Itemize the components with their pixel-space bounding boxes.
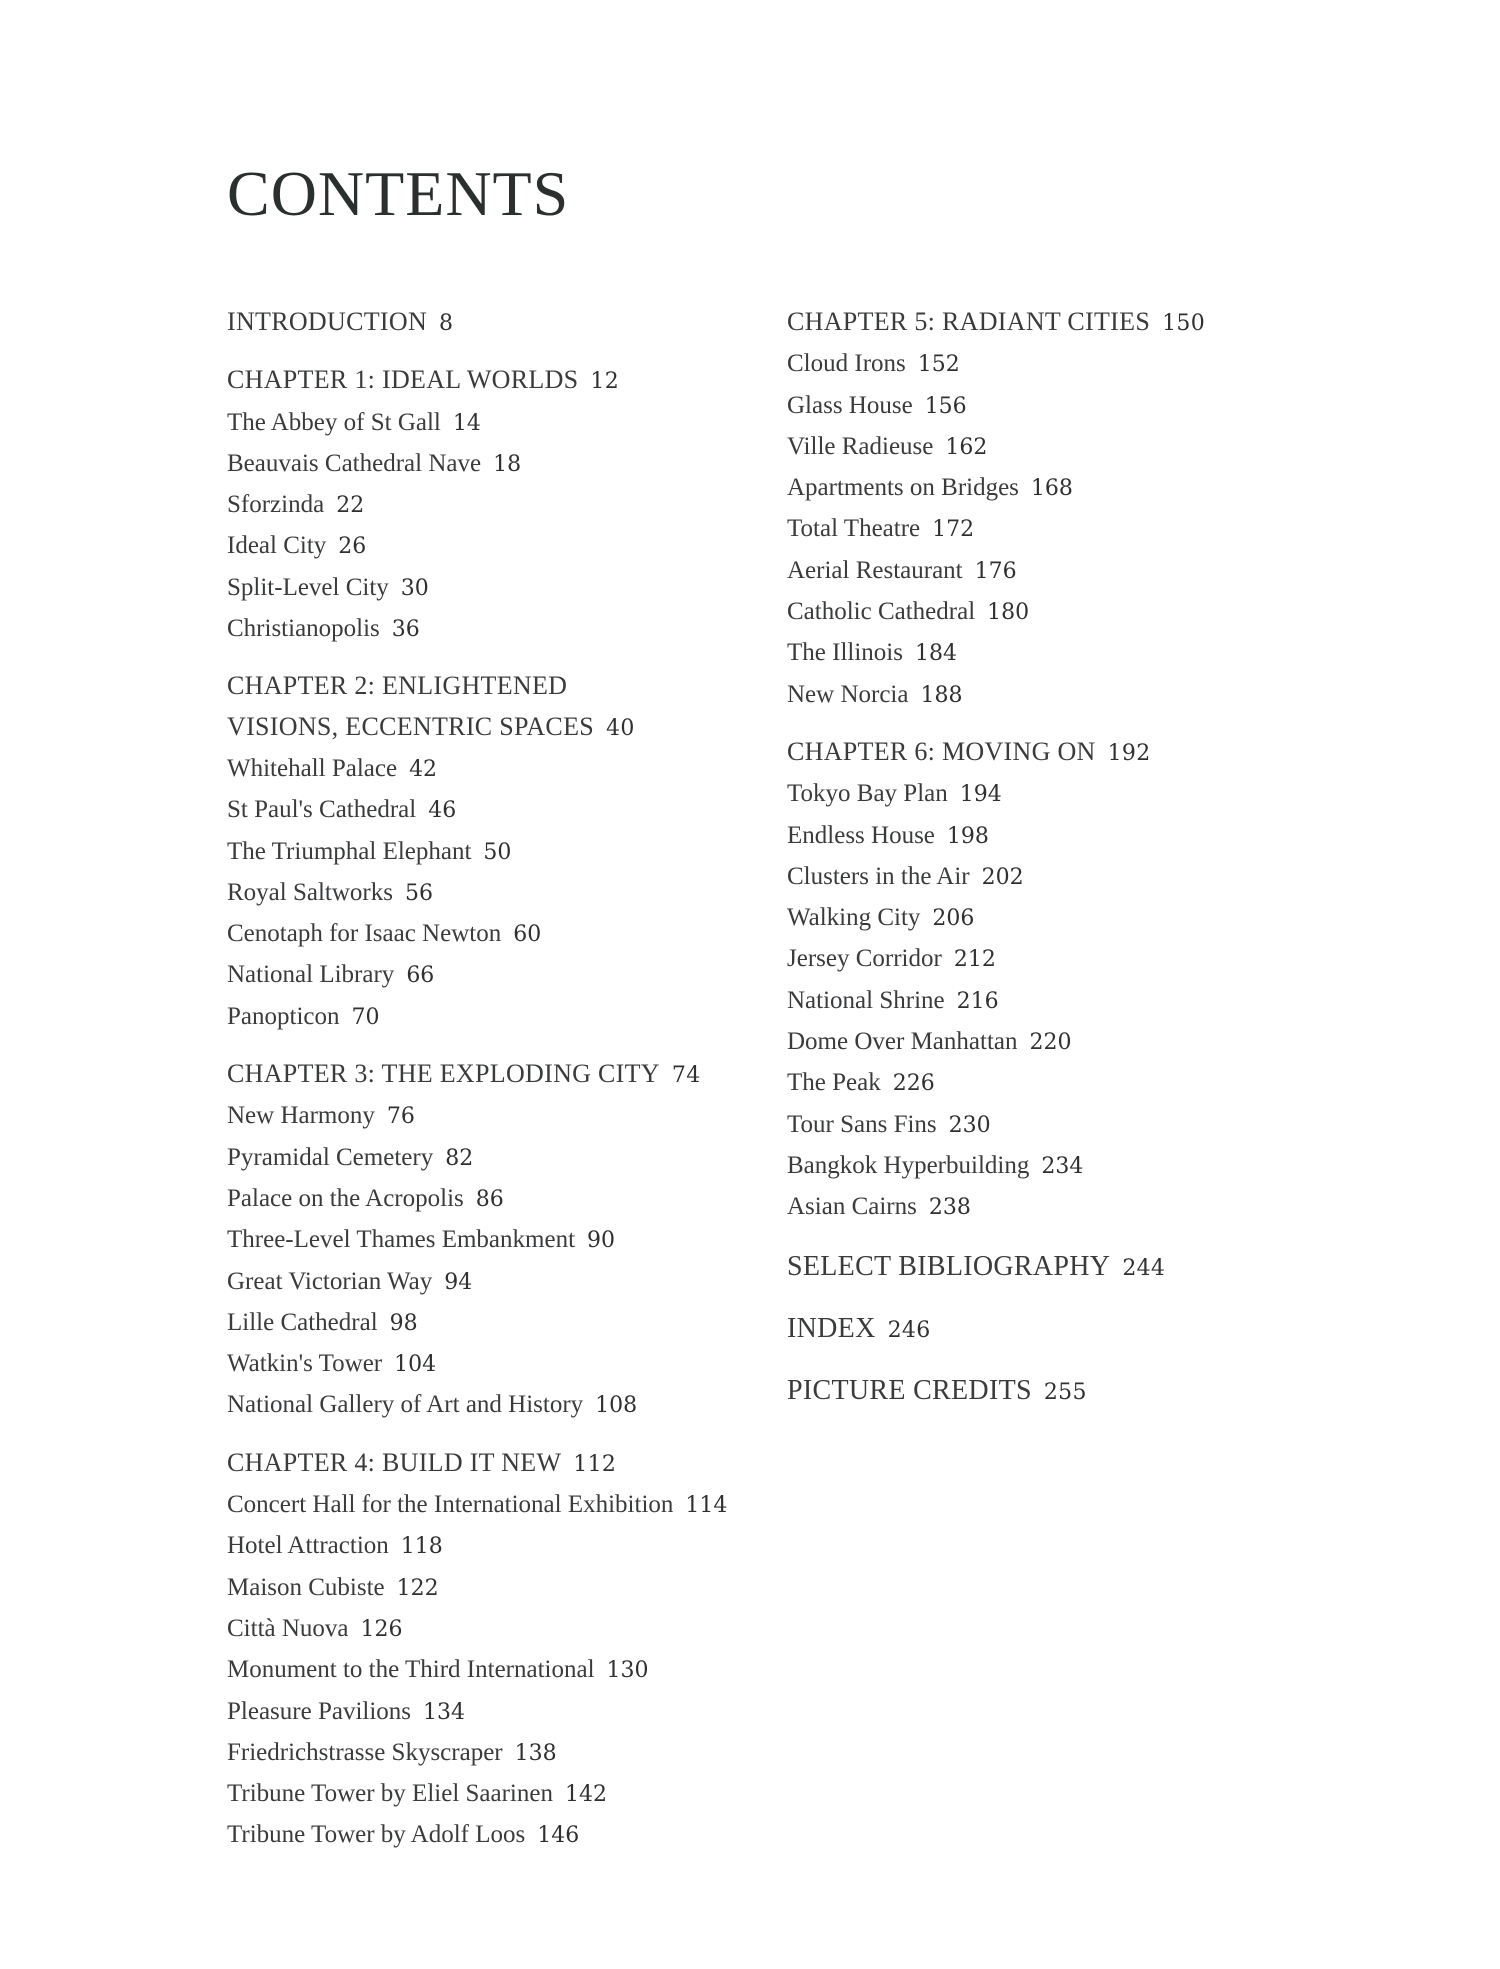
toc-entry-label: Three-Level Thames Embankment bbox=[227, 1226, 576, 1254]
page-number: 40 bbox=[606, 715, 635, 741]
toc-left-column bbox=[227, 302, 787, 1873]
toc-entry-label: Pleasure Pavilions bbox=[227, 1697, 412, 1725]
toc-heading[interactable] bbox=[787, 1307, 1287, 1353]
toc-entry-label: Catholic Cathedral bbox=[787, 598, 976, 626]
toc-entry[interactable] bbox=[787, 1022, 1287, 1063]
page-number: 46 bbox=[428, 798, 457, 824]
page-number: 152 bbox=[917, 352, 960, 378]
toc-entry-label: Città Nuova bbox=[227, 1614, 349, 1642]
toc-entry[interactable] bbox=[227, 1526, 787, 1567]
toc-entry[interactable] bbox=[787, 857, 1287, 898]
toc-entry-label: Bangkok Hyperbuilding bbox=[787, 1151, 1030, 1179]
page-title: CONTENTS bbox=[227, 158, 570, 229]
toc-entry[interactable] bbox=[227, 1609, 787, 1650]
page-number: 8 bbox=[439, 311, 454, 336]
toc-entry[interactable] bbox=[787, 1187, 1287, 1228]
page-number: 184 bbox=[914, 641, 957, 667]
page-number: 112 bbox=[573, 1451, 617, 1477]
toc-entry[interactable] bbox=[227, 1650, 787, 1691]
toc-heading-label: CHAPTER 1: IDEAL WORLDS bbox=[227, 365, 579, 395]
toc-entry-label: Friedrichstrasse Skyscraper bbox=[227, 1738, 503, 1766]
page-number: 226 bbox=[892, 1071, 935, 1097]
page-number: 56 bbox=[404, 880, 433, 906]
toc-entry[interactable] bbox=[787, 386, 1287, 427]
toc-entry[interactable] bbox=[227, 1692, 787, 1733]
page-number: 86 bbox=[475, 1186, 504, 1212]
toc-section-bibliography bbox=[787, 1245, 1287, 1291]
page-number: 122 bbox=[396, 1575, 439, 1601]
toc-entry-label: Monument to the Third International bbox=[227, 1656, 595, 1684]
page-number: 126 bbox=[360, 1616, 403, 1642]
toc-entry[interactable] bbox=[787, 592, 1287, 633]
page-number: 26 bbox=[338, 534, 367, 560]
toc-entry[interactable] bbox=[227, 609, 787, 650]
toc-entry-label: Dome Over Manhattan bbox=[787, 1028, 1018, 1056]
toc-entry-label: Royal Saltworks bbox=[227, 878, 393, 906]
toc-heading-label: INTRODUCTION bbox=[227, 307, 428, 336]
toc-entry[interactable] bbox=[787, 1105, 1287, 1146]
toc-entry-label: Endless House bbox=[787, 821, 935, 849]
toc-entry[interactable] bbox=[787, 774, 1287, 815]
page-number: 104 bbox=[394, 1352, 437, 1378]
toc-entry[interactable] bbox=[787, 509, 1287, 550]
page-number: 220 bbox=[1029, 1030, 1072, 1056]
page-number: 42 bbox=[409, 756, 438, 782]
toc-entry[interactable] bbox=[787, 427, 1287, 468]
toc-entry-label: Jersey Corridor bbox=[787, 945, 942, 973]
toc-entry[interactable] bbox=[227, 914, 787, 955]
page-number: 36 bbox=[391, 617, 420, 643]
toc-entry[interactable] bbox=[227, 526, 787, 567]
page-number: 108 bbox=[595, 1393, 638, 1419]
toc-heading[interactable] bbox=[227, 360, 787, 402]
toc-entry-label: Watkin's Tower bbox=[227, 1350, 383, 1378]
toc-heading[interactable] bbox=[227, 666, 787, 706]
page-number: 192 bbox=[1107, 740, 1151, 766]
page-number: 114 bbox=[685, 1493, 728, 1519]
toc-entry-label: New Harmony bbox=[227, 1102, 375, 1130]
toc-entry[interactable] bbox=[227, 1568, 787, 1609]
page-number: 238 bbox=[928, 1195, 971, 1221]
toc-entry[interactable] bbox=[227, 1485, 787, 1526]
toc-entry[interactable] bbox=[227, 1774, 787, 1815]
toc-heading-label: VISIONS, ECCENTRIC SPACES bbox=[227, 711, 595, 741]
toc-entry-label: Total Theatre bbox=[787, 515, 921, 543]
toc-entry-label: The Abbey of St Gall bbox=[227, 408, 441, 436]
toc-entry[interactable] bbox=[227, 955, 787, 996]
toc-entry[interactable] bbox=[787, 675, 1287, 716]
toc-entry-label: Maison Cubiste bbox=[227, 1573, 385, 1601]
page-number: 90 bbox=[587, 1228, 616, 1254]
toc-entry-label: Ideal City bbox=[227, 532, 327, 560]
page-number: 162 bbox=[945, 434, 988, 460]
toc-right-column bbox=[787, 302, 1287, 1431]
toc-heading-label: CHAPTER 6: MOVING ON bbox=[787, 736, 1096, 766]
toc-entry[interactable] bbox=[787, 939, 1287, 980]
toc-entry-label: St Paul's Cathedral bbox=[227, 796, 417, 824]
page-number: 206 bbox=[932, 906, 975, 932]
toc-section-index bbox=[787, 1307, 1287, 1353]
toc-section-chapter-4 bbox=[227, 1443, 787, 1857]
toc-section-chapter-3 bbox=[227, 1054, 787, 1427]
toc-entry[interactable] bbox=[787, 1063, 1287, 1104]
toc-entry[interactable] bbox=[227, 568, 787, 609]
toc-entry-label: The Illinois bbox=[787, 639, 903, 667]
toc-entry[interactable] bbox=[227, 997, 787, 1038]
toc-entry-label: Cloud Irons bbox=[787, 350, 906, 378]
page-number: 82 bbox=[445, 1145, 474, 1171]
page-number: 234 bbox=[1041, 1153, 1084, 1179]
toc-entry-label: Walking City bbox=[787, 904, 921, 932]
toc-section-chapter-1 bbox=[227, 360, 787, 650]
toc-entry-label: National Gallery of Art and History bbox=[227, 1391, 584, 1419]
toc-entry[interactable] bbox=[227, 403, 787, 444]
toc-entry[interactable] bbox=[227, 1138, 787, 1179]
page-number: 216 bbox=[956, 988, 999, 1014]
page-number: 94 bbox=[444, 1269, 473, 1295]
toc-entry[interactable] bbox=[787, 816, 1287, 857]
toc-heading-label: CHAPTER 3: THE EXPLODING CITY bbox=[227, 1059, 660, 1089]
toc-entry-label: Apartments on Bridges bbox=[787, 474, 1019, 502]
page-number: 176 bbox=[974, 558, 1017, 584]
toc-entry[interactable] bbox=[787, 551, 1287, 592]
toc-entry[interactable] bbox=[227, 1262, 787, 1303]
toc-heading-label: SELECT BIBLIOGRAPHY bbox=[787, 1250, 1111, 1282]
toc-entry-label: The Peak bbox=[787, 1069, 881, 1097]
toc-heading-continued[interactable] bbox=[227, 707, 787, 749]
toc-entry-label: Ville Radieuse bbox=[787, 432, 934, 460]
page-number: 14 bbox=[452, 410, 481, 436]
toc-entry-label: National Library bbox=[227, 961, 395, 989]
page-number: 98 bbox=[389, 1310, 418, 1336]
toc-heading-label: CHAPTER 2: ENLIGHTENED bbox=[227, 671, 568, 701]
toc-entry-label: Concert Hall for the International Exhibition bbox=[227, 1491, 674, 1519]
toc-entry[interactable] bbox=[227, 749, 787, 790]
page-number: 18 bbox=[493, 451, 522, 477]
toc-entry-label: Glass House bbox=[787, 391, 913, 419]
page-number: 198 bbox=[946, 823, 989, 849]
page-number: 74 bbox=[671, 1063, 701, 1089]
toc-heading-label: PICTURE CREDITS bbox=[787, 1374, 1032, 1406]
toc-entry-label: Tokyo Bay Plan bbox=[787, 780, 948, 808]
page-number: 246 bbox=[887, 1317, 931, 1343]
toc-entry[interactable] bbox=[787, 344, 1287, 385]
toc-entry[interactable] bbox=[787, 1146, 1287, 1187]
toc-heading[interactable] bbox=[787, 732, 1287, 774]
toc-entry-label: Cenotaph for Isaac Newton bbox=[227, 920, 502, 948]
page-number: 202 bbox=[981, 864, 1024, 890]
page-number: 255 bbox=[1043, 1379, 1087, 1405]
toc-section-picture-credits bbox=[787, 1369, 1287, 1415]
toc-entry-label: Tribune Tower by Eliel Saarinen bbox=[227, 1780, 553, 1808]
page-number: 138 bbox=[514, 1740, 557, 1766]
page-number: 130 bbox=[606, 1658, 649, 1684]
toc-heading[interactable] bbox=[787, 1369, 1287, 1415]
toc-entry-label: Pyramidal Cemetery bbox=[227, 1143, 434, 1171]
toc-entry[interactable] bbox=[227, 1096, 787, 1137]
toc-heading-label: INDEX bbox=[787, 1312, 876, 1344]
toc-entry[interactable] bbox=[227, 1220, 787, 1261]
toc-entry-label: Palace on the Acropolis bbox=[227, 1184, 464, 1212]
page-number: 180 bbox=[987, 600, 1030, 626]
toc-entry[interactable] bbox=[787, 633, 1287, 674]
toc-entry[interactable] bbox=[227, 1385, 787, 1426]
toc-section-introduction bbox=[227, 302, 787, 344]
toc-entry-label: National Shrine bbox=[787, 986, 945, 1014]
page-number: 150 bbox=[1162, 311, 1205, 336]
toc-entry-label: Split-Level City bbox=[227, 573, 389, 601]
page-number: 70 bbox=[351, 1004, 380, 1030]
page-number: 146 bbox=[537, 1823, 580, 1849]
page-number: 172 bbox=[932, 517, 975, 543]
toc-section-chapter-6 bbox=[787, 732, 1287, 1229]
toc-entry[interactable] bbox=[787, 468, 1287, 509]
page-number: 156 bbox=[924, 393, 967, 419]
toc-entry-label: Great Victorian Way bbox=[227, 1267, 433, 1295]
page-number: 212 bbox=[953, 947, 996, 973]
page-number: 194 bbox=[959, 782, 1002, 808]
toc-section-chapter-2 bbox=[227, 666, 787, 1038]
page-number: 76 bbox=[386, 1104, 415, 1130]
toc-entry-label: Panopticon bbox=[227, 1002, 340, 1030]
toc-entry[interactable] bbox=[227, 1344, 787, 1385]
page-number: 66 bbox=[406, 963, 435, 989]
page-number: 244 bbox=[1122, 1255, 1166, 1281]
page-number: 230 bbox=[948, 1112, 991, 1138]
toc-entry-label: Tribune Tower by Adolf Loos bbox=[227, 1821, 526, 1849]
toc-entry[interactable] bbox=[787, 981, 1287, 1022]
toc-entry-label: Hotel Attraction bbox=[227, 1532, 389, 1560]
toc-entry-label: Christianopolis bbox=[227, 615, 380, 643]
toc-entry[interactable] bbox=[227, 790, 787, 831]
toc-entry-label: Sforzinda bbox=[227, 491, 325, 519]
toc-heading-label: CHAPTER 5: RADIANT CITIES bbox=[787, 307, 1151, 336]
toc-entry-label: Tour Sans Fins bbox=[787, 1110, 937, 1138]
toc-entry-label: The Triumphal Elephant bbox=[227, 837, 472, 865]
toc-entry[interactable] bbox=[227, 1733, 787, 1774]
toc-entry-label: Lille Cathedral bbox=[227, 1308, 378, 1336]
toc-entry-label: Clusters in the Air bbox=[787, 862, 970, 890]
page-number: 30 bbox=[400, 575, 429, 601]
toc-entry[interactable] bbox=[227, 485, 787, 526]
toc-entry-label: Whitehall Palace bbox=[227, 754, 398, 782]
toc-heading[interactable] bbox=[227, 1443, 787, 1485]
toc-entry[interactable] bbox=[227, 444, 787, 485]
page-number: 60 bbox=[513, 922, 542, 948]
page-number: 188 bbox=[920, 682, 963, 708]
page-number: 134 bbox=[423, 1699, 466, 1725]
toc-heading[interactable] bbox=[227, 302, 787, 344]
toc-heading[interactable] bbox=[227, 1054, 787, 1096]
toc-entry[interactable] bbox=[227, 1815, 787, 1856]
toc-heading-label: CHAPTER 4: BUILD IT NEW bbox=[227, 1447, 562, 1477]
page-number: 118 bbox=[400, 1534, 443, 1560]
toc-entry-label: Asian Cairns bbox=[787, 1193, 917, 1221]
toc-heading[interactable] bbox=[787, 1245, 1287, 1291]
page-number: 22 bbox=[336, 493, 365, 519]
toc-entry[interactable] bbox=[787, 898, 1287, 939]
toc-section-chapter-5 bbox=[787, 302, 1287, 716]
page-number: 50 bbox=[483, 839, 512, 865]
toc-entry-label: New Norcia bbox=[787, 680, 909, 708]
toc-heading[interactable] bbox=[787, 302, 1287, 344]
toc-entry[interactable] bbox=[227, 832, 787, 873]
page-number: 168 bbox=[1030, 476, 1073, 502]
toc-entry-label: Aerial Restaurant bbox=[787, 556, 963, 584]
page-number: 142 bbox=[564, 1782, 607, 1808]
toc-entry[interactable] bbox=[227, 1303, 787, 1344]
page-number: 12 bbox=[590, 369, 620, 395]
toc-entry-label: Beauvais Cathedral Nave bbox=[227, 449, 482, 477]
toc-entry[interactable] bbox=[227, 873, 787, 914]
toc-entry[interactable] bbox=[227, 1179, 787, 1220]
